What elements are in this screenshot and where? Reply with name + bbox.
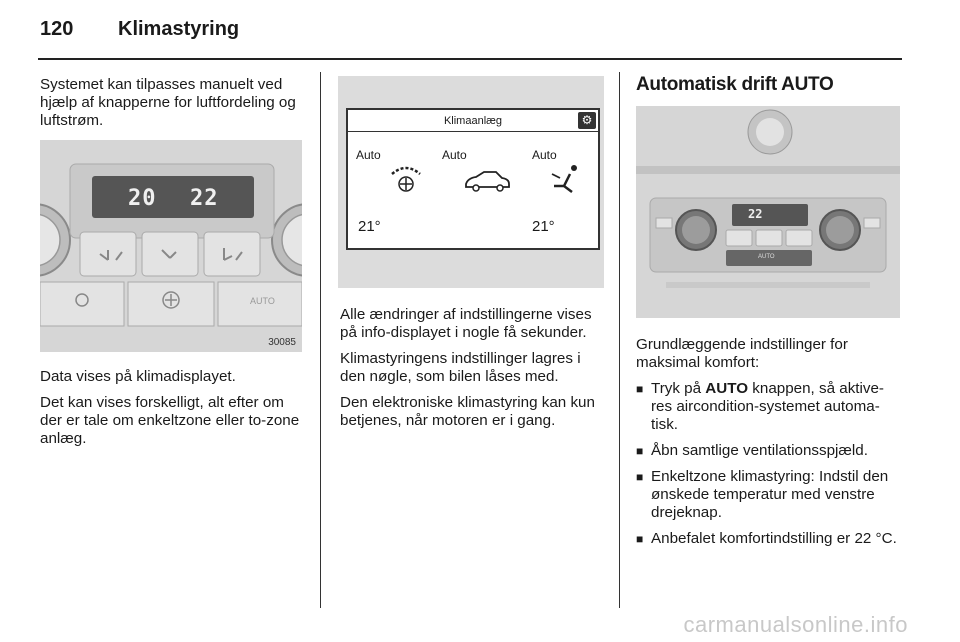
column-divider-1 xyxy=(320,72,321,608)
screen-title: Klimaanlæg xyxy=(348,110,598,132)
instructions-list xyxy=(636,380,904,548)
col2-para2: Klimastyringens indstillinger lagres i den nøgle, som bilen låses med. xyxy=(340,350,581,385)
column-1-lower xyxy=(40,368,306,456)
col2-para3: Den elektroniske klimastyring kan kun betjenes, når motoren er i gang. xyxy=(340,394,595,429)
bullet1-post: knappen, så aktive-res aircondition-systemet automa-tisk. xyxy=(651,380,884,433)
col2-para1: Alle ændringer af indstillingerne vises på info-displayet i nogle få sekunder. xyxy=(340,306,592,341)
screen-auto-mid: Auto xyxy=(442,148,467,162)
info-display-figure xyxy=(338,76,604,288)
display-temp-right: 22 xyxy=(190,186,219,211)
display-temp-left: 20 xyxy=(128,186,157,211)
header-rule xyxy=(38,58,902,60)
car-recirculation-icon xyxy=(462,170,512,192)
screen-temp-left: 21° xyxy=(358,218,381,235)
col1-intro: Systemet kan tilpasses manuelt ved hjælp af knapperne for luftfordeling og luftstrøm. xyxy=(40,76,296,129)
list-item: ■ Enkeltzone klimastyring: Indstil den ønskede temperatur med venstre drejeknap. xyxy=(636,468,904,522)
column-1 xyxy=(40,76,306,138)
column-divider-2 xyxy=(619,72,620,608)
air-distribution-icon xyxy=(548,162,582,196)
list-item: ■ Anbefalet komfortindstilling er 22 °C. xyxy=(636,530,904,548)
column-2-text xyxy=(340,306,610,438)
page-header xyxy=(40,18,900,50)
fan-speed-icon xyxy=(388,164,424,194)
auto-button-label-fig: AUTO xyxy=(758,254,775,260)
bullet1-pre: Tryk på xyxy=(651,380,706,397)
auto-panel-illustration xyxy=(636,106,900,318)
col1-para2: Det kan vises forskelligt, alt efter om der er tale om enkeltzone eller to-zone anlæg. xyxy=(40,394,300,447)
screen-auto-right: Auto xyxy=(532,148,557,162)
auto-keyword: AUTO xyxy=(705,380,749,397)
col1-para1: Data vises på klimadisplayet. xyxy=(40,368,236,385)
chapter-title: Klimastyring xyxy=(118,18,240,40)
col3-intro: Grundlæggende indstillinger for maksimal komfort: xyxy=(636,336,848,371)
list-item: ■ Åbn samtlige ventilationsspjæld. xyxy=(636,442,904,460)
page-number: 120 xyxy=(40,18,74,40)
auto-button-label: AUTO xyxy=(250,296,275,306)
screen-temp-right: 21° xyxy=(532,218,555,235)
climate-panel-illustration xyxy=(40,140,302,352)
auto-display-temp: 22 xyxy=(748,207,763,221)
auto-mode-figure xyxy=(636,106,900,318)
column-3-text xyxy=(636,336,904,556)
screen-auto-left: Auto xyxy=(356,148,381,162)
info-display-screen xyxy=(346,108,600,250)
list-item xyxy=(636,380,904,434)
figure-number: 30085 xyxy=(268,337,296,348)
column-3 xyxy=(636,76,904,94)
watermark: carmanualsonline.info xyxy=(683,612,908,637)
climate-panel-figure xyxy=(40,140,302,352)
gear-icon: ⚙ xyxy=(578,112,596,129)
section-heading: Automatisk drift AUTO xyxy=(636,74,834,95)
